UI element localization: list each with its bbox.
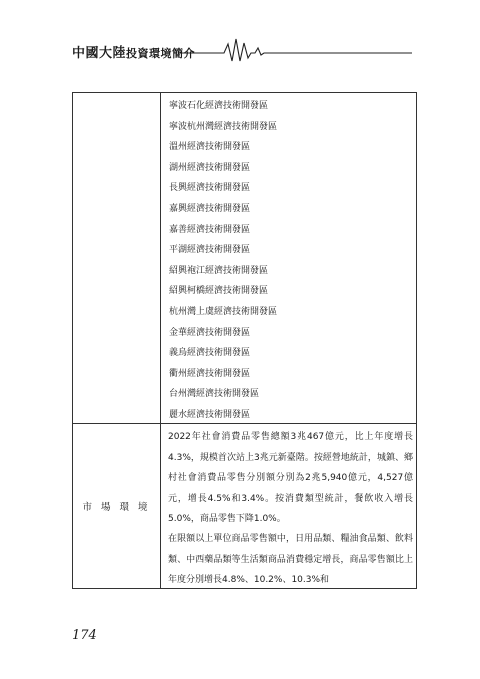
list-item: 紹興袍江經濟技術開發區 bbox=[169, 265, 269, 276]
list-item: 嘉善經濟技術開發區 bbox=[169, 224, 251, 235]
list-item: 台州灣經濟技術開發區 bbox=[169, 389, 260, 400]
market-paragraph-2: 在限額以上單位商品零售額中，日用品類、糧油食品類、飲料類、中西藥品類等生活類商品消費穩定增長，商品零售額比上年度分別增長4.8%、10.2%、10.3%和 bbox=[168, 534, 413, 585]
header-title-sub: 投資環境簡介 bbox=[126, 47, 196, 60]
page-number: 174 bbox=[72, 628, 97, 643]
list-item: 溫州經濟技術開發區 bbox=[169, 142, 251, 153]
info-table bbox=[72, 92, 417, 589]
market-environment-label: 市場環境 bbox=[82, 502, 157, 513]
list-item: 長興經濟技術開發區 bbox=[169, 183, 251, 194]
column-divider bbox=[160, 93, 161, 588]
list-item: 湖州經濟技術開發區 bbox=[169, 162, 251, 173]
header-title bbox=[72, 42, 195, 61]
list-item: 寧波石化經濟技術開發區 bbox=[169, 101, 269, 111]
list-item: 金華經濟技術開發區 bbox=[169, 327, 251, 338]
development-zone-list bbox=[169, 96, 277, 426]
list-item: 紹興柯橋經濟技術開發區 bbox=[169, 286, 269, 297]
list-item: 麗水經濟技術開發區 bbox=[169, 409, 251, 420]
running-header bbox=[72, 34, 420, 64]
list-item: 義烏經濟技術開發區 bbox=[169, 348, 251, 359]
header-title-main: 中國大陸 bbox=[72, 46, 127, 61]
list-item: 杭州灣上虞經濟技術開發區 bbox=[169, 306, 278, 317]
list-item: 衢州經濟技術開發區 bbox=[169, 368, 251, 379]
list-item: 嘉興經濟技術開發區 bbox=[169, 203, 251, 214]
market-paragraph-1: 2022年社會消費品零售總額3兆467億元，比上年度增長4.3%，規模首次站上3兆元新臺階。按經營地統計，城鎮、鄉村社會消費品零售分別額分別為2兆5,940億元，4,527億元，增長4.5%和3.4%。按消費類型統計，餐飲收入增長5.0%，商品零售下降1.0%。 bbox=[168, 432, 413, 524]
list-item: 寧波杭州灣經濟技術開發區 bbox=[169, 121, 278, 132]
list-item: 平湖經濟技術開發區 bbox=[169, 245, 251, 256]
